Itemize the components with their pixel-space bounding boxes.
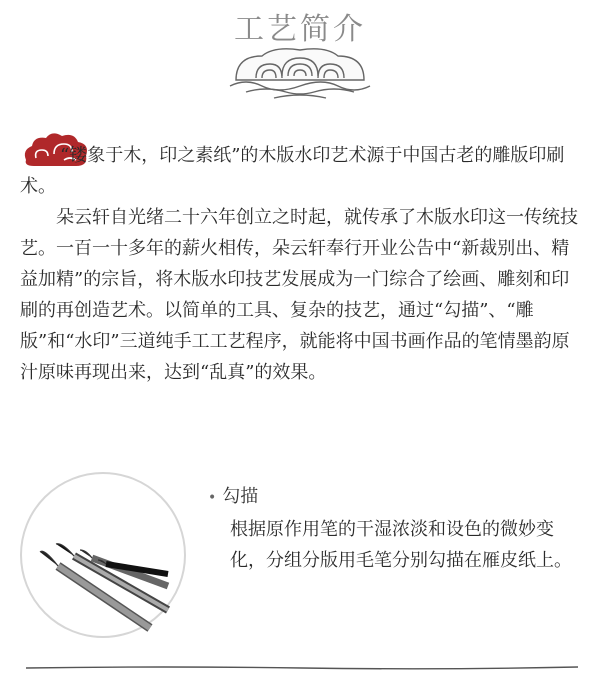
intro-paragraph-1: “镂象于木，印之素纸”的木版水印艺术源于中国古老的雕版印刷术。 xyxy=(20,145,565,197)
bottom-divider xyxy=(26,664,578,672)
intro-paragraph-2: 朵云轩自光绪二十六年创立之时起，就传承了木版水印这一传统技艺。一百一十多年的薪火相传，朵云轩奉行开业公告中“新裁别出、精益加精”的宗旨，将木版水印技艺发展成为一门综合了绘画、雕刻和印刷的再创造艺术。以简单的工具、复杂的技艺，通过“勾描”、“雕版”和“水印”三道纯手工工艺程序，就能将中国书画作品的笔情墨韵原汁原味再现出来，达到“乱真”的效果。 xyxy=(20,207,578,383)
wave-cloud-ornament-icon xyxy=(226,42,374,102)
page-title: 工艺简介 xyxy=(234,12,366,47)
brush-pens-illustration xyxy=(18,470,188,640)
section-body: 根据原作用笔的干湿浓淡和设色的微妙变化，分组分版用毛笔分别勾描在雁皮纸上。 xyxy=(230,519,572,571)
bullet-dot-icon: • xyxy=(208,490,217,506)
intro-text xyxy=(20,140,580,388)
section-heading-label: 勾描 xyxy=(222,486,259,507)
section-heading xyxy=(208,482,258,508)
